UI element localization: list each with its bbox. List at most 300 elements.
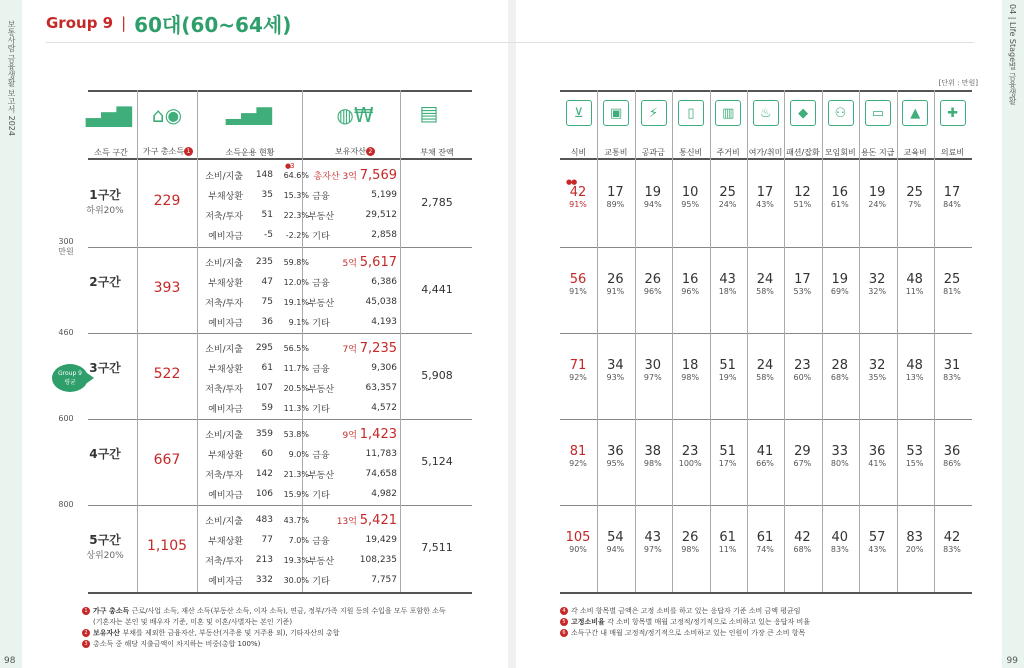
asset-label: 기타 xyxy=(312,231,330,242)
assets xyxy=(302,251,397,332)
spend-amount: 48 xyxy=(906,358,923,373)
spend-amount: 51 xyxy=(719,444,736,459)
usage-value: 75 xyxy=(261,297,273,307)
spend-cell xyxy=(897,444,933,468)
right-col-divider xyxy=(784,90,785,592)
usage-pct: 30.0% xyxy=(283,575,309,585)
usage-pct: 21.3% xyxy=(283,469,309,479)
asset-value: 9,306 xyxy=(371,363,397,373)
usage-label: 예비자금 xyxy=(208,318,243,329)
spend-amount: 61 xyxy=(756,530,774,545)
footnote-text: 부채를 제외한 금융자산, 부동산(거주용 및 거주용 외), 기타자산의 총합 xyxy=(122,629,340,637)
fixed-rate: 11% xyxy=(905,287,924,296)
fixed-rate: 90% xyxy=(569,545,587,554)
usage-row xyxy=(197,205,309,225)
debt-balance: 2,785 xyxy=(421,196,453,209)
assets xyxy=(302,423,397,504)
asset-row xyxy=(302,312,397,332)
spend-amount: 26 xyxy=(681,530,699,545)
fixed-rate: 83% xyxy=(943,545,961,554)
spend-cell xyxy=(822,530,858,554)
fixed-rate: 94% xyxy=(643,200,662,209)
spend-amount: 53 xyxy=(906,444,923,459)
spend-amount: 12 xyxy=(794,185,811,200)
usage-row xyxy=(197,272,309,292)
usage-value: 59 xyxy=(261,403,273,413)
fixed-rate: 86% xyxy=(943,459,961,468)
asset-label: 부동산 xyxy=(307,470,335,481)
y-label-600: 600 xyxy=(58,414,74,423)
spend-amount: 19 xyxy=(868,185,886,200)
usage-value: 61 xyxy=(261,363,273,373)
usage-row xyxy=(197,530,309,550)
asset-row xyxy=(302,398,397,418)
fixed-rate: 53% xyxy=(793,287,812,296)
usage-value: 36 xyxy=(261,317,273,327)
fixed-rate: 98% xyxy=(681,545,700,554)
spend-cell xyxy=(635,444,671,468)
spend-amount: 17 xyxy=(607,185,624,200)
asset-value: 11,783 xyxy=(365,449,397,459)
spend-amount: 33 xyxy=(831,444,849,459)
usage-label: 예비자금 xyxy=(208,576,243,587)
title-rule xyxy=(46,42,974,43)
spend-amount: 43 xyxy=(719,272,736,287)
group-name: 2구간 xyxy=(89,275,121,289)
asset-total-prefix: 5억 xyxy=(342,259,360,269)
usage-label: 부채상환 xyxy=(208,364,243,375)
spend-amount: 61 xyxy=(719,530,736,545)
footnote xyxy=(560,606,801,616)
asset-row xyxy=(302,530,397,550)
spend-cell xyxy=(635,530,671,554)
footnote-text: 각 소비 항목별 금액은 고정 소비를 하고 있는 응답자 기준 소비 금액 평균임 xyxy=(571,607,801,615)
spend-amount: 25 xyxy=(943,272,961,287)
footnote xyxy=(82,617,292,627)
fixed-rate: 91% xyxy=(606,287,625,296)
y-label-300 xyxy=(46,237,86,257)
spend-amount: 17 xyxy=(943,185,961,200)
usage-label: 저축/투자 xyxy=(205,556,243,567)
spend-amount: 17 xyxy=(794,272,811,287)
usage-value: 106 xyxy=(255,489,273,499)
usage-value: 213 xyxy=(255,555,273,565)
category-label: 주거비 xyxy=(716,148,740,157)
asset-row xyxy=(302,484,397,504)
asset-label: 금융 xyxy=(312,536,330,547)
spend-cell xyxy=(672,530,708,554)
asset-label: 기타 xyxy=(312,576,330,587)
cart-icon: ⊻ xyxy=(566,100,592,126)
spend-amount: 18 xyxy=(681,358,699,373)
usage-label: 소비/지출 xyxy=(205,171,243,182)
asset-value: 19,429 xyxy=(365,535,397,545)
asset-total xyxy=(302,423,397,444)
usage-pct: 56.5% xyxy=(283,343,309,353)
y-label-800: 800 xyxy=(58,500,74,509)
spend-amount: 40 xyxy=(831,530,849,545)
spend-cell xyxy=(934,530,970,554)
left-header-bottom-rule xyxy=(88,158,472,160)
right-row-rule xyxy=(560,505,972,506)
fixed-rate: 15% xyxy=(905,459,924,468)
usage-value: 107 xyxy=(255,383,273,393)
category-label: 의료비 xyxy=(940,148,965,157)
fixed-rate: 58% xyxy=(756,287,774,296)
group-name: 5구간 xyxy=(89,533,121,547)
usage-label: 소비/지출 xyxy=(205,516,243,527)
fixed-rate: 98% xyxy=(681,373,700,382)
fixed-rate: 7% xyxy=(908,200,921,209)
footnote-mark: 6 xyxy=(560,629,568,637)
group-sub: 상위20% xyxy=(86,551,124,561)
usage-row xyxy=(197,225,309,245)
asset-label: 금융 xyxy=(312,364,330,375)
spend-cell xyxy=(560,444,596,468)
usage-value: 332 xyxy=(255,575,273,585)
col-header-group: 소득 구간 xyxy=(94,148,128,157)
usage-value: 51 xyxy=(261,210,273,220)
spend-amount: 24 xyxy=(756,358,774,373)
fixed-rate: 81% xyxy=(943,287,961,296)
left-bottom-rule xyxy=(88,592,472,594)
right-header-bottom-rule xyxy=(560,158,972,160)
footnote-text: 근로/사업 소득, 재산 소득(부동산 소득, 이자 소득), 연금, 정부/가족 지원 등의 수입을 모두 포함한 소득 xyxy=(131,607,446,615)
page-gutter xyxy=(508,0,516,668)
col-header-assets-label: 보유자산 xyxy=(335,147,366,156)
spend-cell xyxy=(822,358,858,382)
asset-label: 부동산 xyxy=(307,211,335,222)
spend-cell xyxy=(859,444,895,468)
group-label: Group 9 xyxy=(46,14,114,32)
spend-amount: 25 xyxy=(906,185,923,200)
asset-row xyxy=(302,550,397,570)
fixed-rate: 98% xyxy=(643,459,662,468)
spend-cell xyxy=(672,185,708,209)
spend-amount: 41 xyxy=(756,444,774,459)
asset-total xyxy=(302,337,397,358)
left-header-top-rule xyxy=(88,90,472,92)
usage-label: 저축/투자 xyxy=(205,384,243,395)
asset-row xyxy=(302,292,397,312)
category-label: 교통비 xyxy=(604,148,628,157)
usage-pct: 19.3% xyxy=(283,555,309,565)
spend-cell xyxy=(897,358,933,382)
footnote-text: (기혼자는 본인 및 배우자 기준, 미혼 및 이혼/사별자는 본인 기준) xyxy=(93,618,293,626)
usage-pct: 9.1% xyxy=(288,317,309,327)
leisure-icon: ♨ xyxy=(753,100,779,126)
footnote xyxy=(560,628,805,638)
page-title xyxy=(46,8,291,38)
asset-total-value: 5,617 xyxy=(359,255,397,270)
page-number-left: 98 xyxy=(4,656,16,666)
usage-row xyxy=(197,165,309,185)
usage-pct: 43.7% xyxy=(283,515,309,525)
usage-value: 142 xyxy=(255,469,273,479)
fixed-rate: 96% xyxy=(643,287,662,296)
asset-total-prefix: 총자산 3억 xyxy=(313,172,360,182)
asset-row xyxy=(302,358,397,378)
money-bag-icon: ◍₩ xyxy=(336,103,374,127)
spend-amount: 54 xyxy=(607,530,624,545)
asset-value: 63,357 xyxy=(365,383,397,393)
usage-label: 소비/지출 xyxy=(205,258,243,269)
fixed-rate: 43% xyxy=(868,545,887,554)
spend-amount: 42 xyxy=(943,530,961,545)
asset-total-value: 5,421 xyxy=(359,513,397,528)
income-usage xyxy=(197,424,309,504)
spend-amount: 105 xyxy=(565,530,591,545)
right-row-rule xyxy=(560,247,972,248)
fixed-rate: 69% xyxy=(830,287,849,296)
fixed-rate: 60% xyxy=(793,373,812,382)
spend-cell xyxy=(710,530,746,554)
fixed-rate: 17% xyxy=(718,459,737,468)
usage-label: 소비/지출 xyxy=(205,344,243,355)
fixed-rate: 11% xyxy=(718,545,737,554)
usage-pct: 11.3% xyxy=(283,403,309,413)
debt-balance: 7,511 xyxy=(421,541,453,554)
train-icon: ▣ xyxy=(603,100,629,126)
usage-label: 부채상환 xyxy=(208,450,243,461)
fixed-rate: 97% xyxy=(643,545,662,554)
spend-amount: 81 xyxy=(569,444,587,459)
spend-amount: 36 xyxy=(943,444,961,459)
spend-amount: 10 xyxy=(681,185,699,200)
growth-chart-icon: ▂▄▆ xyxy=(225,101,273,125)
usage-row xyxy=(197,292,309,312)
usage-row xyxy=(197,484,309,504)
asset-value: 4,572 xyxy=(371,403,397,413)
fixed-rate: 74% xyxy=(756,545,774,554)
asset-label: 금융 xyxy=(312,191,330,202)
spend-cell xyxy=(859,185,895,209)
right-row-rule xyxy=(560,333,972,334)
footnote-mark-6: ●● xyxy=(566,178,577,186)
spend-cell xyxy=(672,444,708,468)
asset-value: 4,982 xyxy=(371,489,397,499)
asset-value: 6,386 xyxy=(371,277,397,287)
category-label: 통신비 xyxy=(679,148,703,157)
spend-cell xyxy=(859,358,895,382)
spend-amount: 56 xyxy=(569,272,587,287)
utility-bill-icon: ⚡ xyxy=(641,100,667,126)
usage-pct: 20.5% xyxy=(283,383,309,393)
debt-balance: 5,908 xyxy=(421,369,453,382)
category-label: 식비 xyxy=(570,148,587,157)
spend-amount: 19 xyxy=(644,185,662,200)
spend-cell xyxy=(560,358,596,382)
footnote-mark: 5 xyxy=(560,618,568,626)
phone-icon: ▯ xyxy=(678,100,704,126)
spend-cell xyxy=(597,185,633,209)
spend-cell xyxy=(560,185,596,209)
footnote-mark: 2 xyxy=(82,629,90,637)
category-label: 공과금 xyxy=(641,148,665,157)
income-usage xyxy=(197,252,309,332)
spend-cell xyxy=(597,272,633,296)
usage-pct: 7.0% xyxy=(288,535,309,545)
usage-label: 부채상환 xyxy=(208,536,243,547)
usage-pct: 19.1% xyxy=(283,297,309,307)
usage-row xyxy=(197,185,309,205)
fixed-rate: 58% xyxy=(756,373,774,382)
right-col-divider xyxy=(822,90,823,592)
usage-label: 예비자금 xyxy=(208,490,243,501)
fixed-rate: 66% xyxy=(756,459,774,468)
usage-row xyxy=(197,464,309,484)
left-row-rule xyxy=(88,247,472,248)
spend-amount: 31 xyxy=(943,358,961,373)
usage-value: 235 xyxy=(255,257,273,267)
footnote xyxy=(560,617,810,627)
asset-total-prefix: 13억 xyxy=(336,517,360,527)
fixed-rate: 92% xyxy=(569,373,587,382)
usage-value: 359 xyxy=(255,429,273,439)
spend-cell xyxy=(822,444,858,468)
fixed-rate: 93% xyxy=(606,373,625,382)
spend-amount: 19 xyxy=(831,272,849,287)
spend-amount: 26 xyxy=(644,272,662,287)
spend-cell xyxy=(710,444,746,468)
asset-row xyxy=(302,570,397,590)
fixed-rate: 24% xyxy=(868,200,887,209)
right-col-divider xyxy=(672,90,673,592)
spend-amount: 48 xyxy=(906,272,923,287)
left-row-rule xyxy=(88,505,472,506)
usage-label: 저축/투자 xyxy=(205,211,243,222)
spend-cell xyxy=(597,444,633,468)
asset-total xyxy=(302,251,397,272)
footnote-text: 총소득 중 해당 지출금액이 차지하는 비중(총합 100%) xyxy=(93,640,261,648)
right-side-title: 04 | Life Stage별 금융생활 xyxy=(1008,4,1017,105)
age-title: 60대(60~64세) xyxy=(134,12,292,37)
spend-cell xyxy=(897,272,933,296)
asset-total-value: 1,423 xyxy=(359,427,397,442)
spend-amount: 16 xyxy=(831,185,849,200)
usage-row xyxy=(197,378,309,398)
fixed-rate: 84% xyxy=(943,200,961,209)
usage-value: 47 xyxy=(261,277,273,287)
fixed-rate: 68% xyxy=(830,373,849,382)
usage-pct: 11.7% xyxy=(283,363,309,373)
right-col-divider xyxy=(934,90,935,592)
usage-label: 저축/투자 xyxy=(205,298,243,309)
asset-label: 부동산 xyxy=(307,298,335,309)
building-icon: ▥ xyxy=(715,100,741,126)
fixed-rate: 83% xyxy=(830,545,849,554)
right-row-rule xyxy=(560,419,972,420)
fixed-rate: 95% xyxy=(681,200,700,209)
spend-amount: 42 xyxy=(569,185,587,200)
footnote-mark: 4 xyxy=(560,607,568,615)
asset-total-value: 7,235 xyxy=(359,341,397,356)
spend-amount: 36 xyxy=(868,444,886,459)
asset-label: 부동산 xyxy=(307,384,335,395)
group-name: 3구간 xyxy=(89,361,121,375)
spend-cell xyxy=(897,530,933,554)
asset-total-value: 7,569 xyxy=(359,168,397,183)
category-label: 여가/취미 xyxy=(748,148,783,157)
spend-amount: 38 xyxy=(644,444,662,459)
wallet-icon: ▭ xyxy=(865,100,891,126)
spend-amount: 32 xyxy=(868,272,886,287)
asset-label: 금융 xyxy=(312,278,330,289)
income-usage xyxy=(197,338,309,418)
footnote xyxy=(82,639,260,649)
income-usage xyxy=(197,165,309,245)
usage-value: 483 xyxy=(255,515,273,525)
usage-row xyxy=(197,570,309,590)
usage-value: 77 xyxy=(261,535,273,545)
spend-cell xyxy=(859,530,895,554)
spend-amount: 28 xyxy=(831,358,849,373)
fixed-rate: 41% xyxy=(868,459,887,468)
spend-cell xyxy=(635,185,671,209)
usage-pct: 64.6% xyxy=(283,170,309,180)
usage-value: 35 xyxy=(261,190,273,200)
usage-row xyxy=(197,510,309,530)
usage-label: 저축/투자 xyxy=(205,470,243,481)
footnote-mark-3: ●3 xyxy=(285,162,294,170)
spend-amount: 71 xyxy=(569,358,587,373)
usage-row xyxy=(197,444,309,464)
spend-cell xyxy=(784,444,820,468)
asset-label: 기타 xyxy=(312,490,330,501)
household-income: 1,105 xyxy=(146,538,188,554)
col-header-income xyxy=(138,146,198,157)
fixed-rate: 67% xyxy=(793,459,812,468)
group-name: 1구간 xyxy=(89,188,121,202)
footnote-term: 보유자산 xyxy=(93,629,123,637)
spend-amount: 17 xyxy=(756,185,774,200)
usage-pct: 15.3% xyxy=(283,190,309,200)
fixed-rate: 91% xyxy=(569,287,587,296)
asset-row xyxy=(302,378,397,398)
fixed-rate: 100% xyxy=(678,459,702,468)
group-name: 4구간 xyxy=(89,447,121,461)
usage-row xyxy=(197,550,309,570)
usage-pct: -2.2% xyxy=(285,230,309,240)
assets xyxy=(302,164,397,245)
spend-cell xyxy=(784,530,820,554)
asset-value: 29,512 xyxy=(365,210,397,220)
usage-row xyxy=(197,338,309,358)
left-side-title: 보통사람 금융생활 보고서 2024 xyxy=(7,20,16,136)
fixed-rate: 80% xyxy=(830,459,849,468)
asset-label: 기타 xyxy=(312,404,330,415)
unit-label: [단위 : 만원] xyxy=(938,79,978,87)
col-header-assets xyxy=(310,146,400,157)
spend-amount: 16 xyxy=(681,272,699,287)
right-col-divider xyxy=(747,90,748,592)
spend-cell xyxy=(672,272,708,296)
spend-amount: 25 xyxy=(719,185,736,200)
usage-label: 부채상환 xyxy=(208,191,243,202)
assets xyxy=(302,509,397,590)
spend-amount: 30 xyxy=(644,358,662,373)
category-label: 용돈 지급 xyxy=(860,148,895,157)
right-col-divider xyxy=(710,90,711,592)
footnote-term: 가구 총소득 xyxy=(93,607,132,615)
y-label-unit: 만원 xyxy=(58,247,74,256)
fixed-rate: 61% xyxy=(830,200,849,209)
spend-cell xyxy=(822,272,858,296)
household-income: 229 xyxy=(153,193,181,209)
left-row-rule xyxy=(88,333,472,334)
col-header-income-label: 가구 총소득 xyxy=(142,147,185,156)
spend-cell xyxy=(672,358,708,382)
